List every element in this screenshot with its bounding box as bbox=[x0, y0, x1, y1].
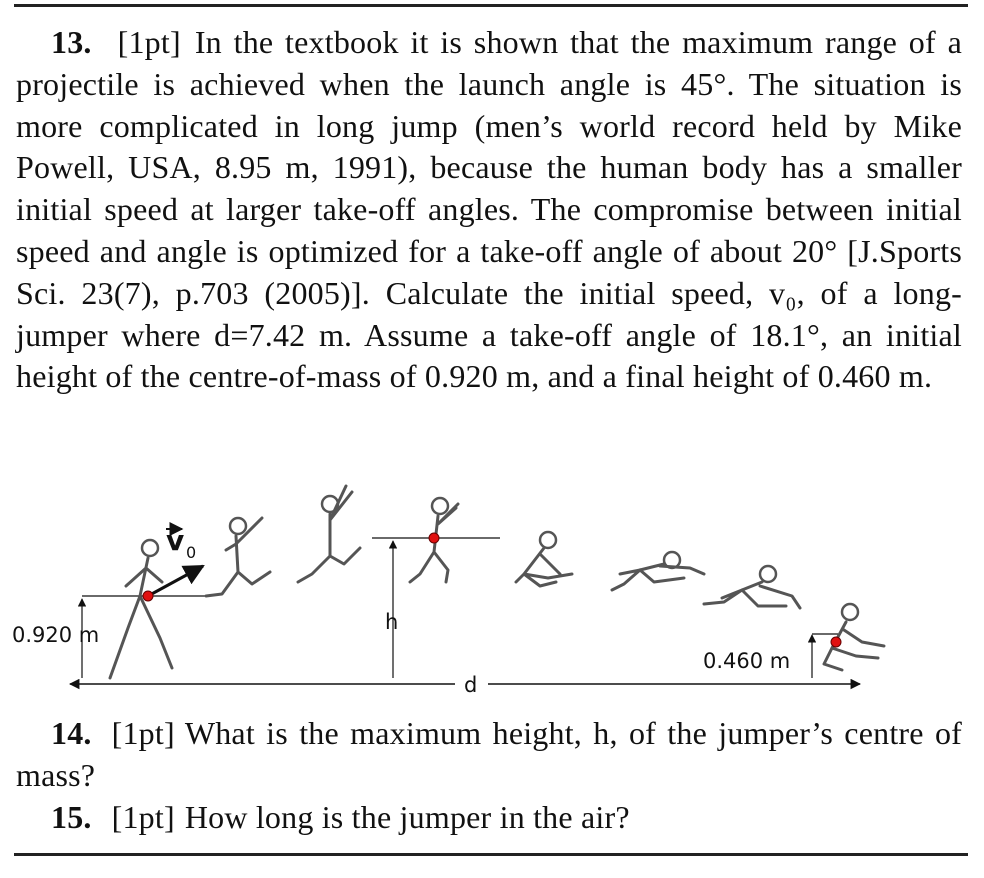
distance-label: d bbox=[464, 673, 478, 697]
problem-15-text: How long is the jumper in the air? bbox=[184, 799, 630, 835]
top-rule bbox=[14, 4, 968, 7]
athlete-flight-2 bbox=[298, 486, 360, 582]
problem-13-text: In the textbook it is shown that the maximum range of a projectile is achieved when the launch angle is 45°. The situation is more complicated in long jump (men’s world record held by Mike Powell, USA, 8.95 m, 1991), because the human body has a smaller initial speed at larger take-off angles. The compromise between initial speed and angle is optimized for a take-off angle of about 20° [J.Sports Sci. 23(7), p.703 (2005)]. Calculate the initial speed, v₀, of a long-jumper where d=7.42 m. Assume a take-off angle of 18.1°, an initial height of the centre-of-mass of 0.920 m, and a final height of 0.460 m. bbox=[16, 24, 962, 395]
com-marker-takeoff bbox=[143, 591, 153, 601]
velocity-arrow bbox=[148, 566, 203, 596]
problem-14-number: 14. bbox=[51, 715, 92, 751]
problem-15-number: 15. bbox=[51, 799, 92, 835]
long-jump-diagram bbox=[0, 478, 984, 708]
athlete-flight-4 bbox=[612, 552, 704, 590]
athlete-flight-5 bbox=[704, 566, 800, 608]
problem-14 bbox=[16, 712, 962, 796]
initial-height-label: 0.920 m bbox=[12, 623, 100, 647]
long-jump-figure bbox=[0, 478, 984, 708]
problem-14-text: What is the maximum height, h, of the jumper’s centre of mass? bbox=[16, 715, 962, 793]
max-height-label: h bbox=[385, 610, 399, 634]
com-marker-apex bbox=[429, 533, 439, 543]
problem-13-points: [1pt] bbox=[117, 24, 181, 60]
final-height-label: 0.460 m bbox=[703, 649, 791, 673]
athlete-flight-1 bbox=[206, 518, 270, 596]
athlete-landing bbox=[824, 604, 884, 670]
problem-13-number: 13. bbox=[51, 24, 92, 60]
problem-15 bbox=[51, 796, 951, 838]
velocity-label: v bbox=[166, 524, 185, 557]
velocity-subscript: 0 bbox=[186, 543, 197, 562]
problem-13 bbox=[16, 22, 962, 398]
athlete-takeoff bbox=[110, 540, 172, 678]
problem-15-points: [1pt] bbox=[111, 799, 175, 835]
com-marker-landing bbox=[831, 637, 841, 647]
athlete-flight-3 bbox=[516, 532, 572, 586]
bottom-rule bbox=[14, 853, 968, 856]
problem-14-points: [1pt] bbox=[111, 715, 175, 751]
